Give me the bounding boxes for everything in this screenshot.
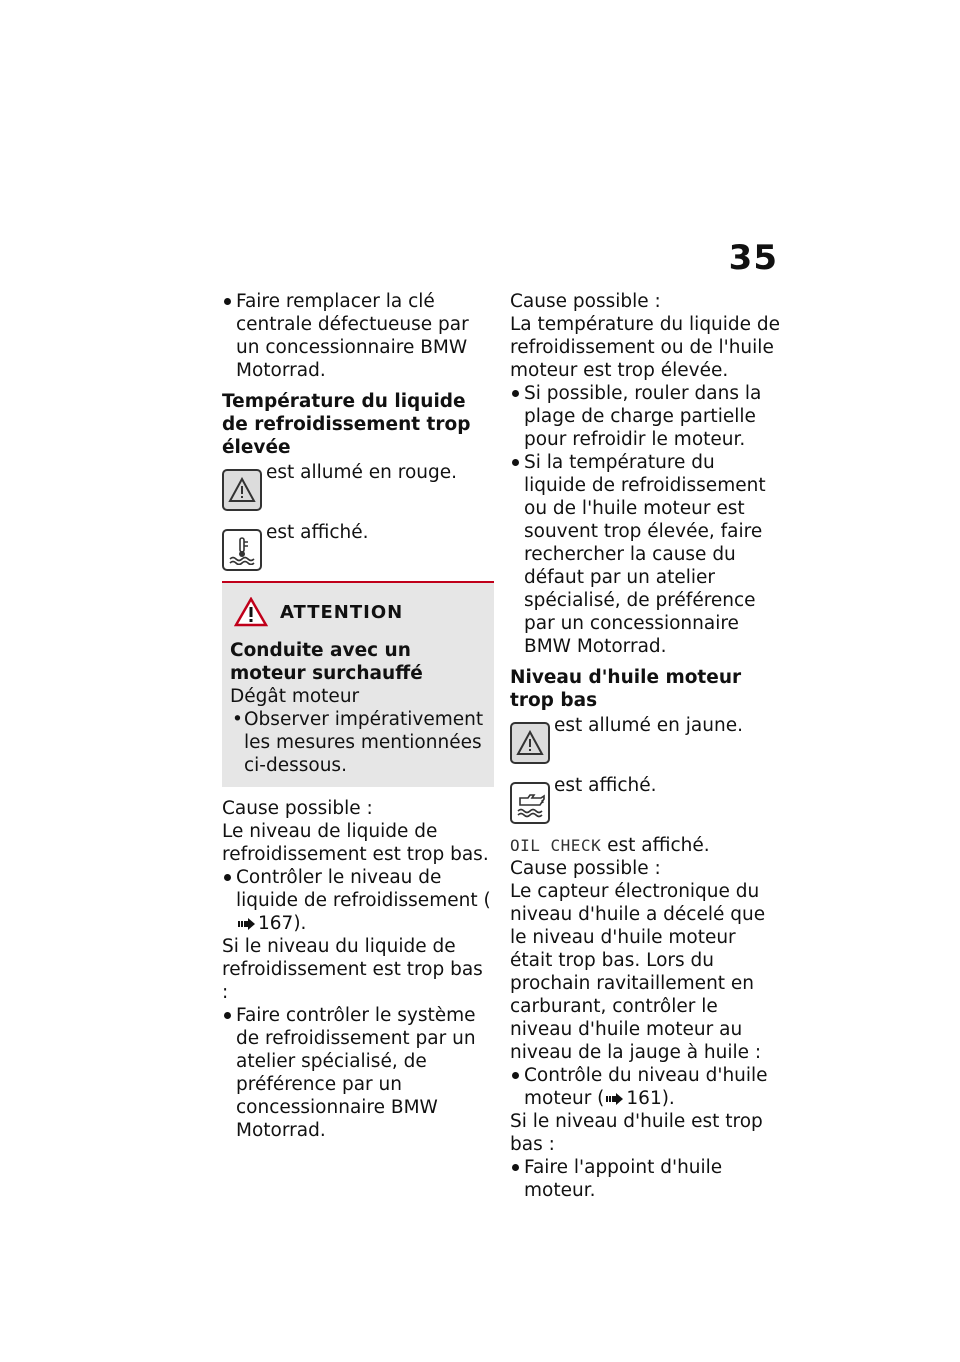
cause-text: Le niveau de liquide de refroidissement est trop bas. — [222, 821, 489, 865]
section-heading-coolant: Température du liquide de refroidissement trop élevée — [222, 391, 471, 458]
warning-subtitle: Conduite avec un moteur surchauffé — [230, 640, 423, 684]
list-item: Contrôle du niveau d'huile moteur ( 161). — [510, 1064, 782, 1110]
section-heading-oil: Niveau d'huile moteur trop bas — [510, 667, 742, 711]
indicator-text: est allumé en jaune. — [554, 715, 743, 736]
indicator-text: est allumé en rouge. — [266, 462, 458, 483]
oil-level-icon — [510, 782, 550, 824]
warning-consequence: Dégât moteur — [230, 686, 360, 707]
reference-arrow-icon — [606, 1093, 624, 1105]
cause-label: Cause possible : — [510, 291, 661, 312]
attention-icon — [234, 597, 268, 627]
reference-arrow-icon — [238, 918, 256, 930]
list-item: Si la température du liquide de refroidissement ou de l'huile moteur est souvent trop élevée, faire rechercher la cause du défaut par un atelier spécialisé, de préférence par un concessionnaire BMW Motorrad. — [510, 451, 782, 658]
warning-triangle-icon — [510, 722, 550, 764]
right-column — [510, 290, 782, 1202]
coolant-temperature-icon — [222, 529, 262, 571]
condition-text: Si le niveau du liquide de refroidissement est trop bas : — [222, 936, 483, 1003]
list-item: Faire l'appoint d'huile moteur. — [510, 1156, 782, 1202]
list-item: Contrôler le niveau de liquide de refroidissement (167). — [222, 866, 494, 935]
condition-text: Si le niveau d'huile est trop bas : — [510, 1111, 763, 1155]
warning-bullet: • Observer impérativement les mesures mentionnées ci-dessous. — [230, 708, 486, 777]
indicator-warning-yellow — [510, 714, 782, 764]
indicator-text: est affiché. — [554, 775, 657, 796]
list-item: Faire contrôler le système de refroidissement par un atelier spécialisé, de préférence par un concessionnaire BMW Motorrad. — [222, 1004, 494, 1142]
cause-label: Cause possible : — [222, 798, 373, 819]
cause-text: Le capteur électronique du niveau d'huile a décelé que le niveau d'huile moteur était trop bas. Lors du prochain ravitaillement en carburant, contrôler le niveau d'huile moteur au niveau de la jauge à huile : — [510, 881, 766, 1063]
warning-triangle-icon — [222, 469, 262, 511]
indicator-warning-red — [222, 461, 494, 511]
display-code: OIL CHECK — [510, 836, 602, 855]
warning-title: ATTENTION — [230, 597, 486, 627]
display-message: OIL CHECK est affiché. — [510, 835, 710, 856]
indicator-oil-level — [510, 774, 782, 824]
indicator-coolant-temp — [222, 521, 494, 571]
indicator-text: est affiché. — [266, 522, 369, 543]
cause-text: La température du liquide de refroidissement ou de l'huile moteur est trop élevée. — [510, 314, 781, 381]
warning-box — [222, 581, 494, 787]
left-column — [222, 290, 494, 1142]
list-item: Si possible, rouler dans la plage de charge partielle pour refroidir le moteur. — [510, 382, 782, 451]
page-number: 35 — [728, 238, 778, 278]
cause-label: Cause possible : — [510, 858, 661, 879]
list-item: Faire remplacer la clé centrale défectueuse par un concessionnaire BMW Motorrad. — [222, 290, 494, 382]
